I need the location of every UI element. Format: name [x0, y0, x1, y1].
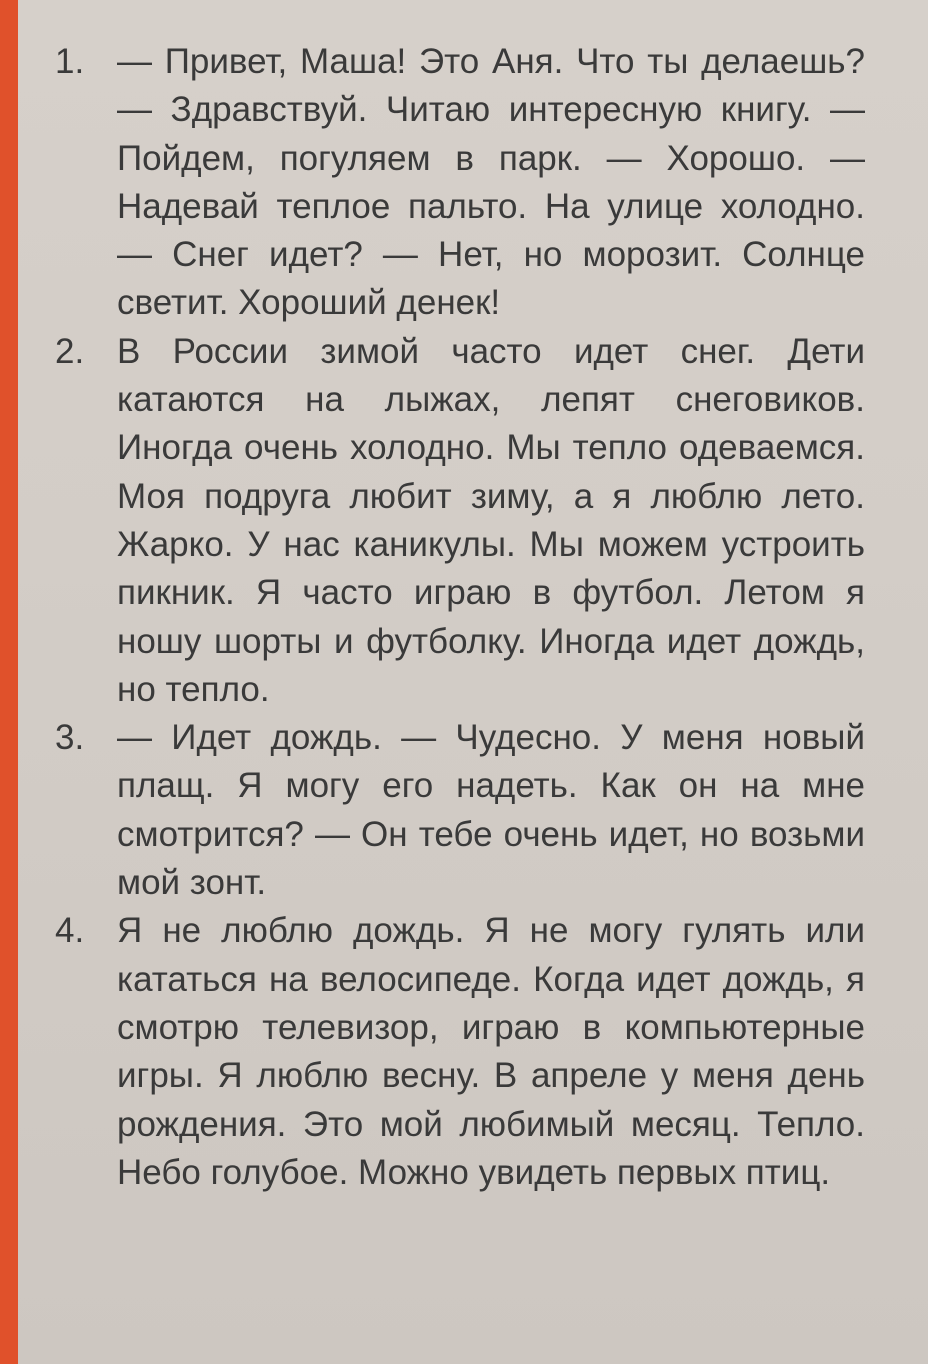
- item-number: 3.: [55, 718, 85, 758]
- list-item-4: [55, 907, 865, 1197]
- item-text: — Привет, Маша! Это Аня. Что ты делаешь? — Здравствуй. Читаю интересную книгу. — Пойдем, погуляем в парк. — Хорошо. — Надевай теплое пальто. На улице холодно. — Снег идет? — Нет, но морозит. Солнце светит. Хороший денек!: [117, 42, 865, 323]
- list-item-2: [55, 328, 865, 714]
- item-text: Я не люблю дождь. Я не могу гулять или кататься на велосипеде. Когда идет дождь, я смотрю телевизор, играю в компьютерные игры. Я люблю весну. В апреле у меня день рождения. Это мой любимый месяц. Тепло. Небо голубое. Можно увидеть первых птиц.: [117, 911, 865, 1192]
- item-number: 2.: [55, 331, 85, 371]
- item-text: — Идет дождь. — Чудесно. У меня новый плащ. Я могу его надеть. Как он на мне смотрится? — Он тебе очень идет, но возьми мой зонт.: [117, 718, 865, 903]
- item-text: В России зимой часто идет снег. Дети катаются на лыжах, лепят снеговиков. Иногда очень холодно. Мы тепло одеваемся. Моя подруга любит зиму, а я люблю лето. Жарко. У нас каникулы. Мы можем устроить пикник. Я часто играю в футбол. Летом я ношу шорты и футболку. Иногда идет дождь, но тепло.: [117, 331, 865, 709]
- text-block: [55, 38, 865, 1197]
- item-number: 4.: [55, 911, 85, 951]
- list-item-1: [55, 38, 865, 328]
- accent-bar: [0, 0, 18, 1364]
- item-number: 1.: [55, 42, 85, 81]
- list-item-3: [55, 714, 865, 907]
